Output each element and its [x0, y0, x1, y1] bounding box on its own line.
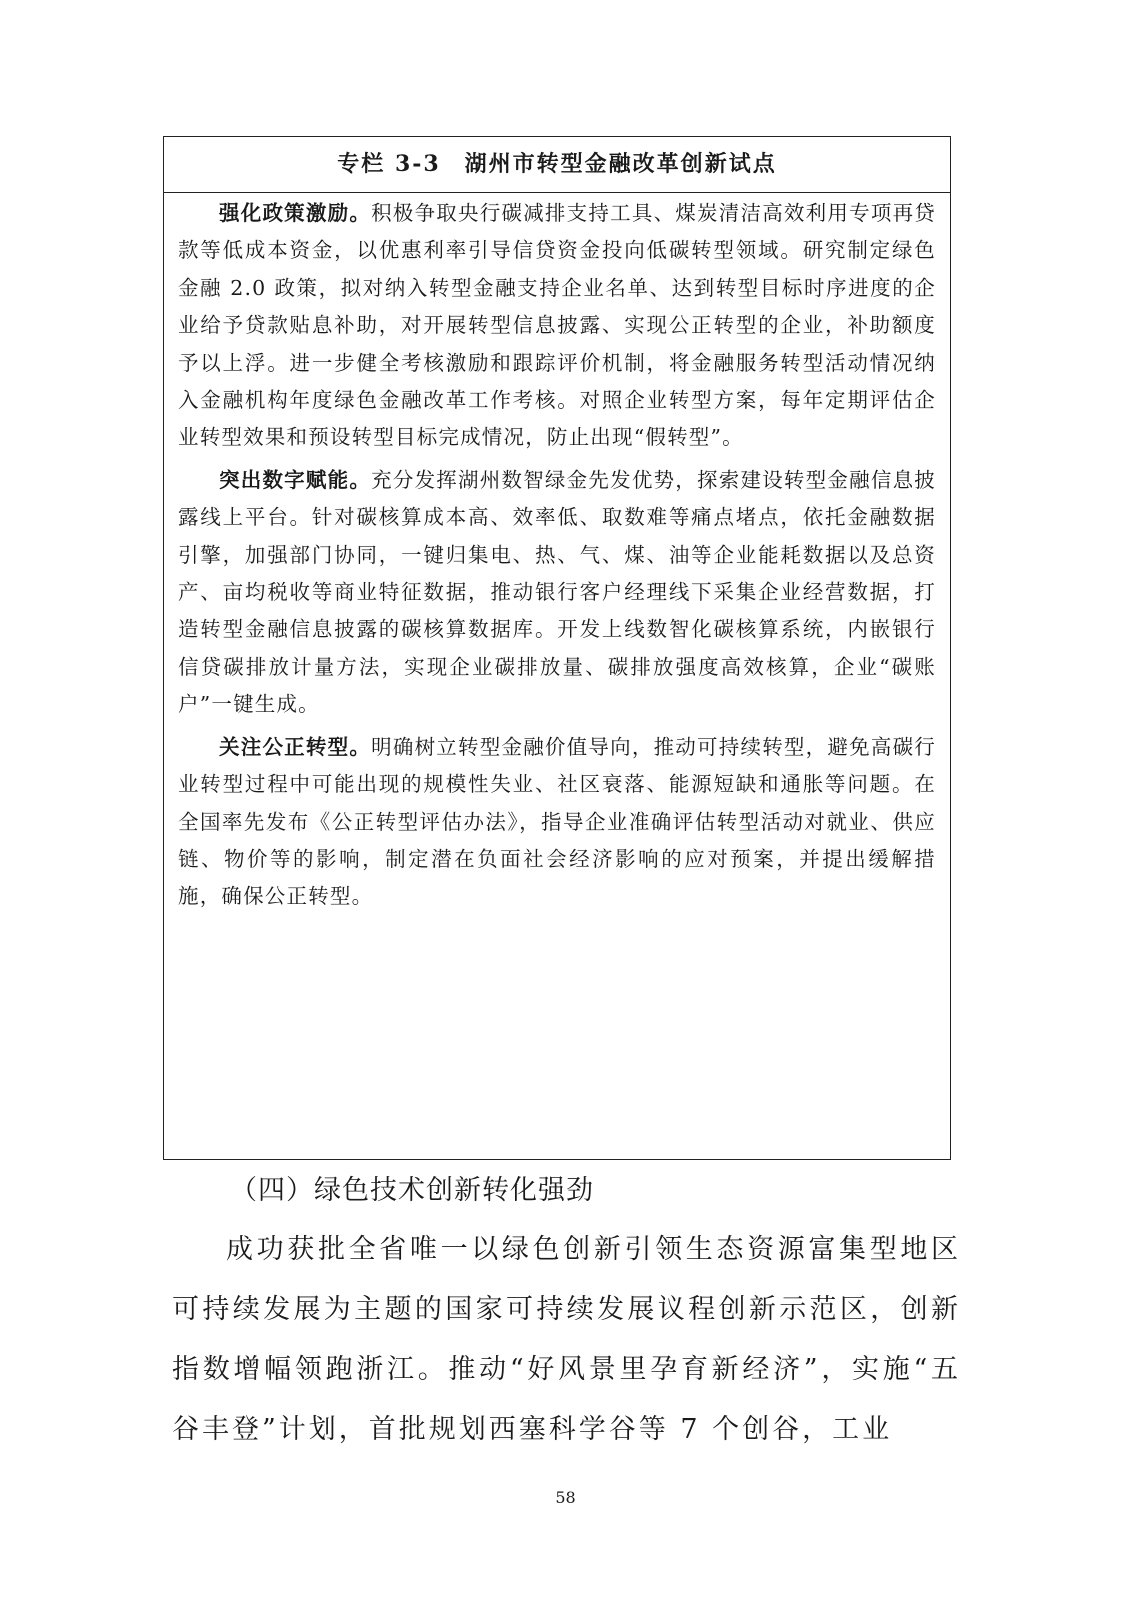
column-box — [163, 136, 951, 1160]
column-paragraph — [178, 462, 936, 724]
paragraph-text: 明确树立转型金融价值导向，推动可持续转型，避免高碳行业转型过程中可能出现的规模性失业、社区衰落、能源短缺和通胀等问题。在全国率先发布《公正转型评估办法》，指导企业准确评估转型活动对就业、供应链、物价等的影响，制定潜在负面社会经济影响的应对预案，并提出缓解措施，确保公正转型。 — [178, 734, 937, 909]
section-heading: （四）绿色技术创新转化强劲 — [230, 1175, 594, 1206]
paragraph-text: 充分发挥湖州数智绿金先发优势，探索建设转型金融信息披露线上平台。针对碳核算成本高、效率低、取数难等痛点堵点，依托金融数据引擎，加强部门协同，一键归集电、热、气、煤、油等企业能耗数据以及总资产、亩均税收等商业特征数据，推动银行客户经理线下采集企业经营数据，打造转型金融信息披露的碳核算数据库。开发上线数智化碳核算系统，内嵌银行信贷碳排放计量方法，实现企业碳排放量、碳排放强度高效核算，企业“碳账户”一键生成。 — [178, 467, 937, 717]
column-body — [164, 193, 950, 916]
paragraph-text: 积极争取央行碳减排支持工具、煤炭清洁高效利用专项再贷款等低成本资金，以优惠利率引导信贷资金投向低碳转型领域。研究制定绿色金融 2.0 政策，拟对纳入转型金融支持企业名单、达到转型目标时序进度的企业给予贷款贴息补助，对开展转型信息披露、实现公正转型的企业，补助额度予以上浮。进一步健全考核激励和跟踪评价机制，将金融服务转型活动情况纳入金融机构年度绿色金融改革工作考核。对照企业转型方案，每年定期评估企业转型效果和预设转型目标完成情况，防止出现“假转型”。 — [178, 201, 937, 450]
paragraph-lead: 关注公正转型。 — [219, 734, 372, 759]
page-number: 58 — [555, 1488, 576, 1507]
column-paragraph — [178, 195, 936, 457]
column-title: 专栏 3-3 湖州市转型金融改革创新试点 — [164, 137, 950, 193]
column-paragraph — [178, 729, 936, 916]
paragraph-lead: 突出数字赋能。 — [219, 467, 372, 492]
section-body — [172, 1220, 961, 1460]
paragraph-lead: 强化政策激励。 — [219, 201, 372, 225]
section-paragraph: 成功获批全省唯一以绿色创新引领生态资源富集型地区可持续发展为主题的国家可持续发展议程创新示范区，创新指数增幅领跑浙江。推动“好风景里孕育新经济”，实施“五谷丰登”计划，首批规划西塞科学谷等 7 个创谷，工业 — [172, 1234, 961, 1445]
